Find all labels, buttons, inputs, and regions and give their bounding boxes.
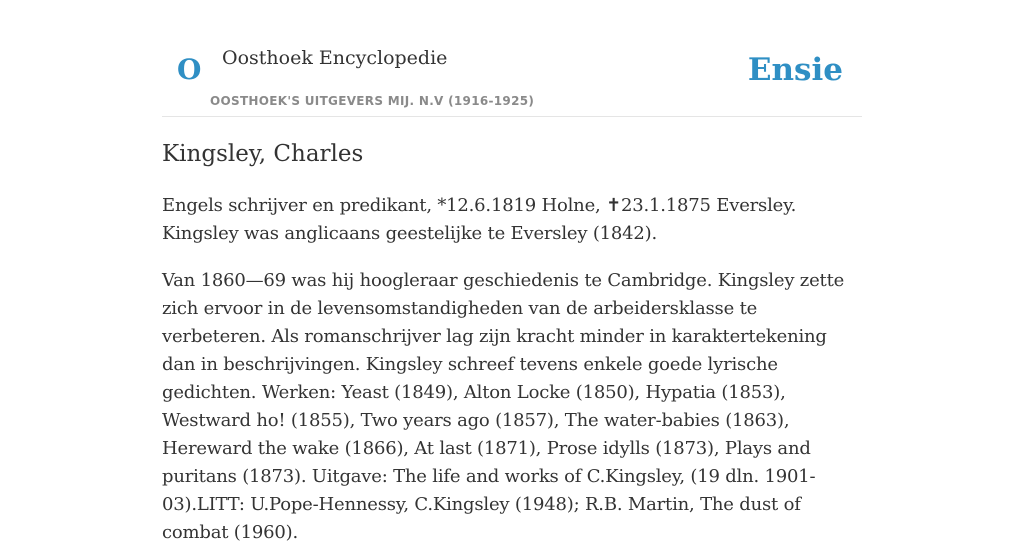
book-logo[interactable]: O — [177, 53, 202, 86]
entry-title: Kingsley, Charles — [162, 141, 364, 167]
site-header — [162, 0, 862, 117]
entry-paragraph: Engels schrijver en predikant, *12.6.1819 Holne, ✝23.1.1875 Eversley. Kingsley was anglicaans geestelijke te Eversley (1842). — [162, 195, 797, 244]
entry-content — [162, 136, 862, 547]
entry-paragraph: Van 1860—69 was hij hoogleraar geschiedenis te Cambridge. Kingsley zette zich ervoor in de levensomstandigheden van de arbeidersklasse te verbeteren. Als romanschrijver lag zijn kracht minder in karaktertekening dan in beschrijvingen. Kingsley schreef tevens enkele goede lyrische gedichten. Werken: Yeast (1849), Alton Locke (1850), Hypatia (1853), Westward ho! (1855), Two years ago (1857), The water-babies (1863), Hereward the wake (1866), At last (1871), Prose idylls (1873), Plays and puritans (1873). Uitgave: The life and works of C.Kingsley, (19 dln. 1901-03).LITT: U.Pope-Hennessy, C.Kingsley (1948); R.B. Martin, The dust of combat (1960). — [162, 270, 845, 543]
publisher-label: OOSTHOEK'S UITGEVERS MIJ. N.V (1916-1925) — [210, 94, 535, 108]
book-title-link[interactable]: Oosthoek Encyclopedie — [222, 47, 448, 69]
ensie-logo-link[interactable]: Ensie — [747, 52, 843, 88]
